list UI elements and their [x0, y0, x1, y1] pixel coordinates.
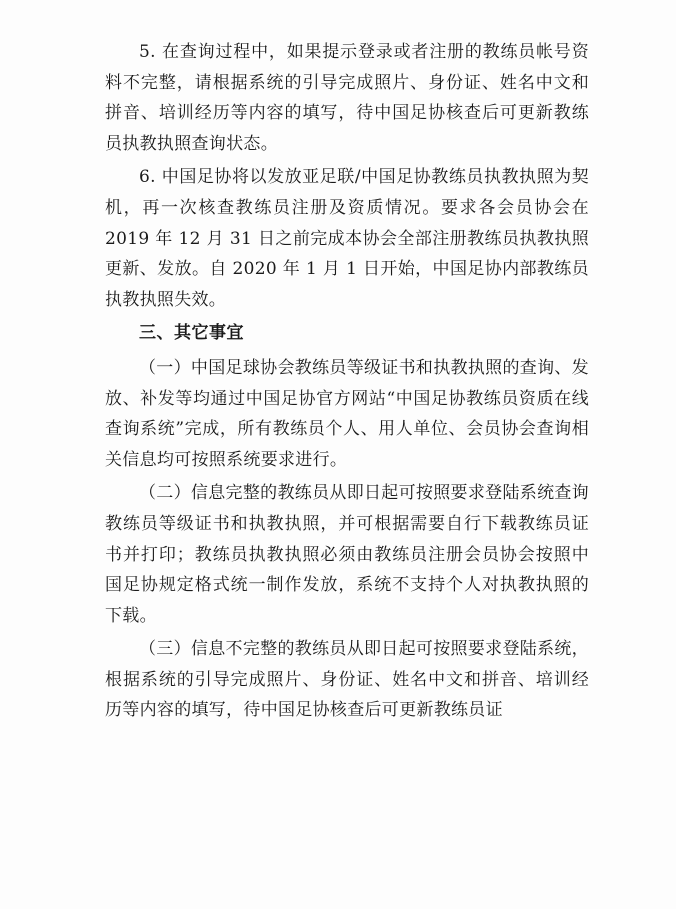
paragraph-item-6: 6. 中国足协将以发放亚足联/中国足协教练员执教执照为契机，再一次核查教练员注册及资质情况。要求各会员协会在 2019 年 12 月 31 日之前完成本协会全部注册教练员执教执照更新、发放。自 2020 年 1 月 1 日开始，中国足协内部教练员执教执照失效。: [105, 167, 589, 310]
paragraph-item-5: 5. 在查询过程中，如果提示登录或者注册的教练员帐号资料不完整，请根据系统的引导完成照片、身份证、姓名中文和拼音、培训经历等内容的填写，待中国足协核查后可更新教练员执教执照查询状态。: [105, 42, 589, 154]
document-body: [105, 37, 589, 726]
list-item-1: （一）中国足球协会教练员等级证书和执教执照的查询、发放、补发等均通过中国足协官方网站“中国足协教练员资质在线查询系统”完成，所有教练员个人、用人单位、会员协会查询相关信息均可按照系统要求进行。: [105, 357, 589, 470]
list-item-3: （三）信息不完整的教练员从即日起可按照要求登陆系统，根据系统的引导完成照片、身份证、姓名中文和拼音、培训经历等内容的填写，待中国足协核查后可更新教练员证: [105, 639, 589, 721]
section-heading-other-matters: 三、其它事宜: [139, 323, 244, 344]
list-item-2: （二）信息完整的教练员从即日起可按照要求登陆系统查询教练员等级证书和执教执照，并可根据需要自行下载教练员证书并打印；教练员执教执照必须由教练员注册会员协会按照中国足协规定格式统一制作发放，系统不支持个人对执教执照的下载。: [105, 483, 589, 626]
